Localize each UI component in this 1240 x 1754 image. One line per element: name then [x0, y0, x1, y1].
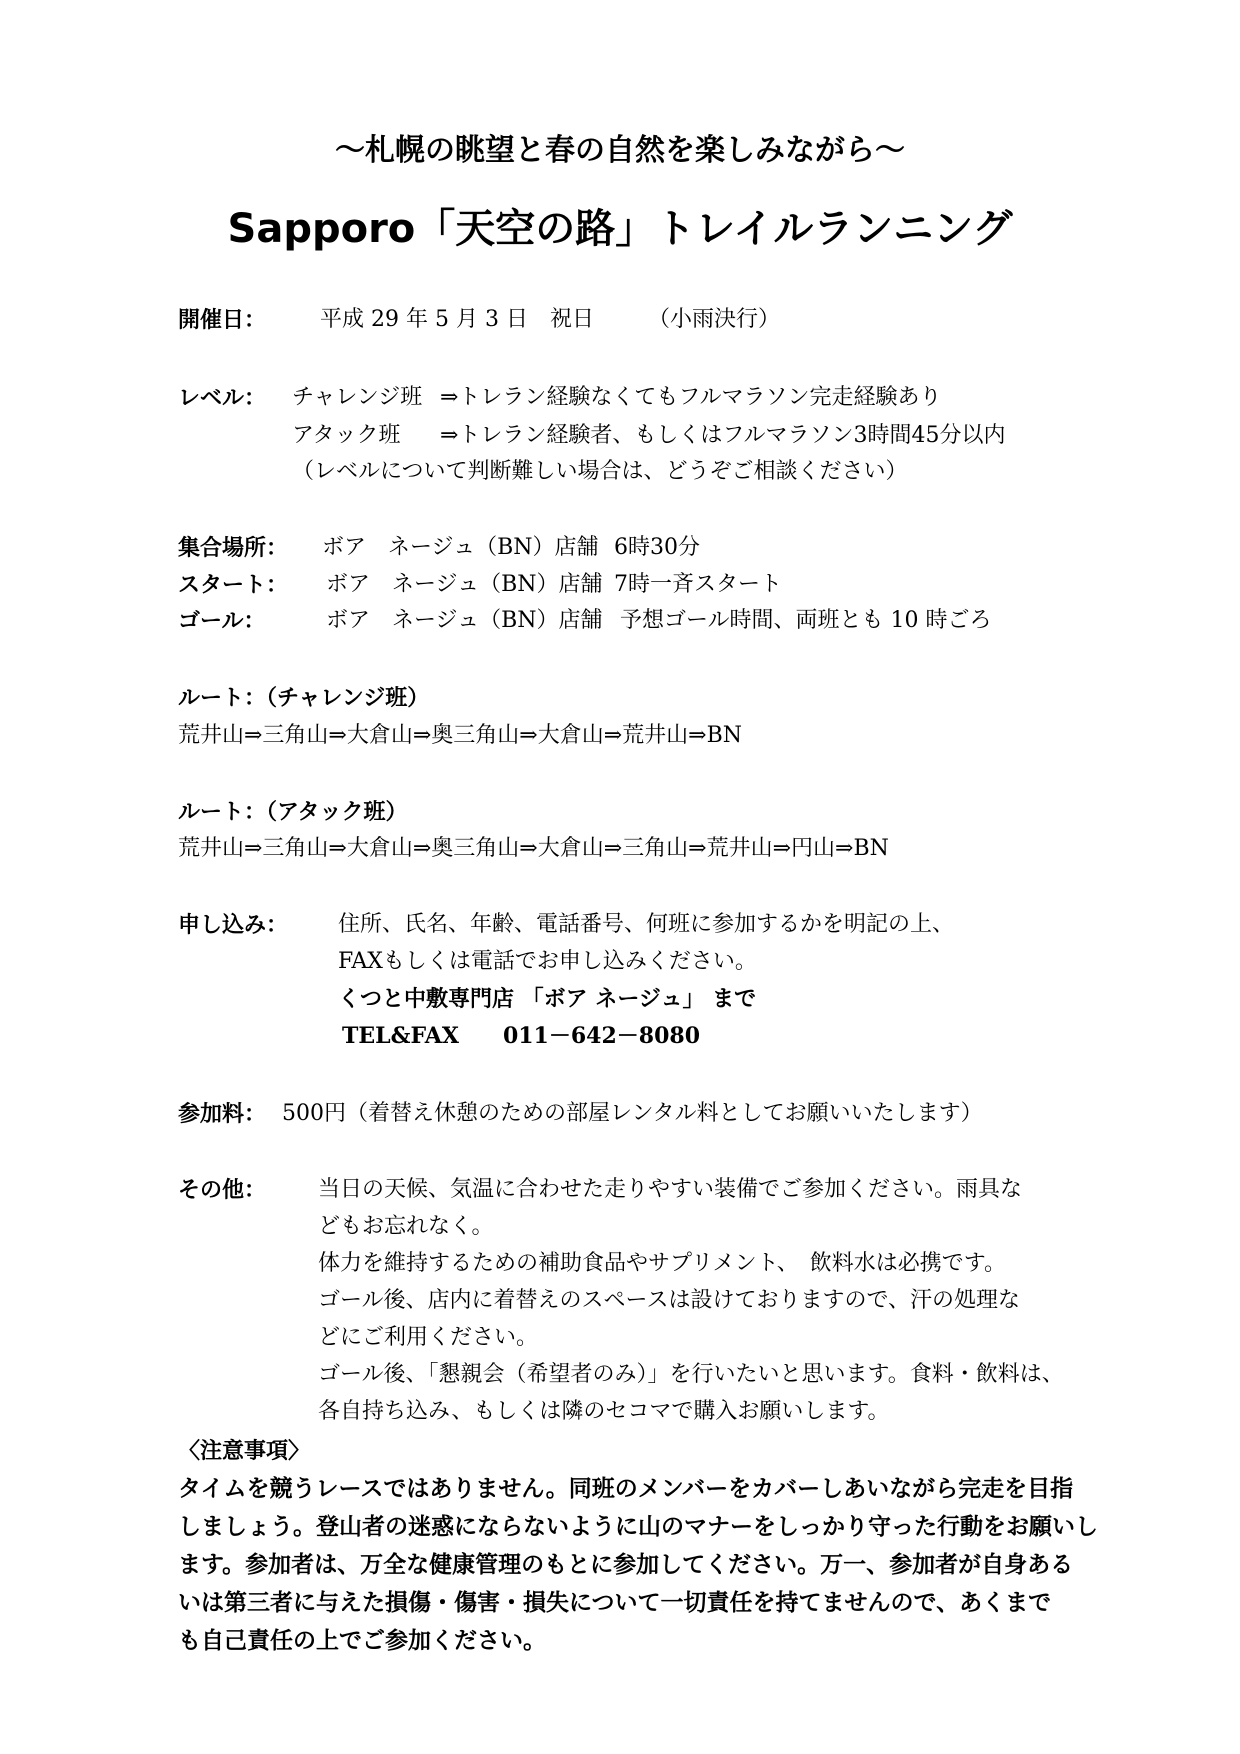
route-attack-path: 荒井山⇒三角山⇒大倉山⇒奥三角山⇒大倉山⇒三角山⇒荒井山⇒円山⇒BN	[178, 836, 889, 861]
meeting-label: 集合場所：	[178, 535, 289, 561]
application-contact: TEL&FAX 011－642－8080	[342, 1023, 701, 1049]
caution-line: いは第三者に与えた損傷・傷害・損失について一切責任を持てませんので、あくまで	[178, 1589, 1052, 1616]
goal-label: ゴール：	[178, 608, 266, 634]
level-note: （レベルについて判断難しい場合は、どうぞご相談ください）	[292, 459, 908, 484]
event-subtitle: ～札幌の眺望と春の自然を楽しみながら～	[335, 133, 905, 168]
other-line: ゴール後、「懇親会（希望者のみ）」を行いたいと思います。食料・飲料は、	[318, 1362, 1064, 1387]
start-time: 7時一斉スタート	[614, 572, 782, 597]
level-challenge-desc: ⇒トレラン経験なくてもフルマラソン完走経験あり	[440, 385, 942, 410]
other-line: どにご利用ください。	[318, 1325, 539, 1350]
date-value: 平成 29 年 5 月 3 日 祝日	[320, 307, 594, 332]
caution-line: タイムを競うレースではありません。同班のメンバーをカバーしあいながら完走を目指	[178, 1475, 1074, 1502]
route-challenge-path: 荒井山⇒三角山⇒大倉山⇒奥三角山⇒大倉山⇒荒井山⇒BN	[178, 723, 743, 748]
other-line: 各自持ち込み、もしくは隣のセコマで購入お願いします。	[318, 1399, 890, 1424]
meeting-place: ボア ネージュ（BN）店舗	[322, 535, 599, 560]
caution-line: しましょう。登山者の迷惑にならないように山のマナーをしっかり守った行動をお願いし	[178, 1513, 1098, 1540]
application-label: 申し込み：	[178, 912, 289, 938]
goal-place: ボア ネージュ（BN）店舗	[326, 608, 603, 633]
other-line: ゴール後、店内に着替えのスペースは設けておりますので、汗の処理な	[318, 1288, 1021, 1313]
other-line: どもお忘れなく。	[318, 1214, 494, 1239]
application-shop: くつと中敷専門店 「ボア ネージュ」 まで	[338, 986, 757, 1012]
level-attack-desc: ⇒トレラン経験者、もしくはフルマラソン3時間45分以内	[440, 423, 1006, 448]
other-line: 当日の天候、気温に合わせた走りやすい装備でご参加ください。雨具な	[318, 1177, 1023, 1202]
meeting-time: 6時30分	[614, 535, 700, 560]
fee-value: 500円（着替え休憩のための部屋レンタル料としてお願いいたします）	[282, 1101, 983, 1126]
other-line: 体力を維持するための補助食品やサプリメント、 飲料水は必携です。	[318, 1251, 1006, 1276]
route-attack-label: ルート：（アタック班）	[178, 799, 408, 825]
level-challenge-name: チャレンジ班	[292, 385, 423, 410]
application-line2: FAXもしくは電話でお申し込みください。	[338, 949, 757, 974]
date-note: （小雨決行）	[648, 307, 781, 332]
other-label: その他：	[178, 1177, 267, 1203]
event-title: Sapporo「天空の路」トレイルランニング	[227, 206, 1013, 252]
start-label: スタート：	[178, 572, 289, 598]
goal-time: 予想ゴール時間、両班とも 10 時ごろ	[620, 608, 992, 633]
level-attack-name: アタック班	[292, 423, 401, 448]
date-label: 開催日：	[178, 307, 267, 333]
start-place: ボア ネージュ（BN）店舗	[326, 572, 603, 597]
route-challenge-label: ルート：（チャレンジ班）	[178, 685, 430, 711]
caution-line: も自己責任の上でご参加ください。	[178, 1627, 546, 1654]
caution-heading: 〈注意事項〉	[178, 1438, 311, 1464]
application-line1: 住所、氏名、年齢、電話番号、何班に参加するかを明記の上、	[338, 912, 955, 937]
fee-label: 参加料：	[178, 1101, 267, 1127]
level-label: レベル：	[178, 385, 267, 411]
caution-line: ます。参加者は、万全な健康管理のもとに参加してください。万一、参加者が自身ある	[178, 1551, 1074, 1578]
